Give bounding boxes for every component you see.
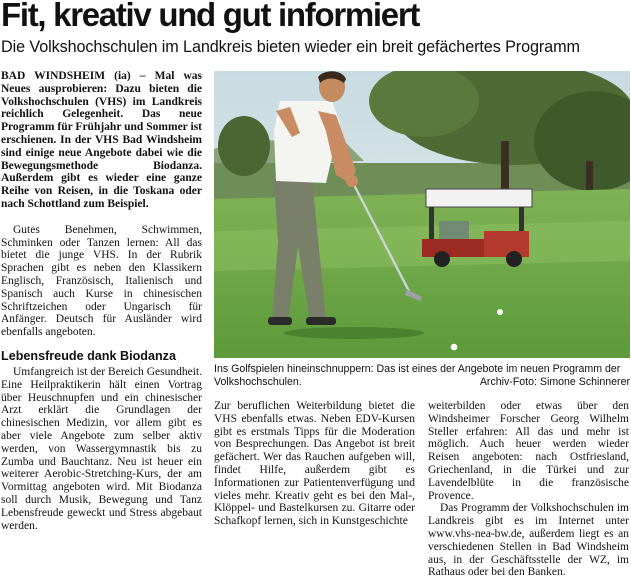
golf-scene-image [214, 71, 630, 358]
photo-credit: Archiv-Foto: Simone Schinnerer [479, 375, 630, 388]
section-heading: Lebensfreude dank Biodanza [1, 348, 176, 363]
paragraph-1 [1, 224, 202, 339]
paragraph-1-text: Gutes Benehmen, Schwimmen, Schminken oder Tanzen lernen: All das bietet die junge VHS. In der Rubrik Sprachen gibt es neben den Klassikern Englisch, Französisch, Italienisch und Spanisch auch Kurse in chinesischen Schriftzeichen oder Ungarisch für Anfänger. Deutsch für Ausländer wird ebenfalls angeboten. [1, 223, 202, 339]
lead-text: BAD WINDSHEIM (ia) – Mal was Neues ausprobieren: Dazu bieten die Volkshochschulen (VHS) im Landkreis reichlich Gelegenheit. Das neue Programm für Frühjahr und Sommer ist erschienen. In der VHS Bad Windsheim sind einige neue Angebote dabei wie die Bewegungsmethode Biodanza. Außerdem gibt es wieder eine ganze Reihe von Reisen, in die Toskana oder nach Schottland zum Beispiel. [1, 70, 202, 210]
paragraph-3-end [428, 400, 629, 502]
paragraph-4 [428, 502, 629, 579]
text-column-2 [214, 400, 415, 528]
photo-caption [214, 363, 630, 389]
paragraph-3-text-b: Zur beruflichen Weiterbildung bietet die VHS ebenfalls etwas. Neben EDV-Kursen gibt es erstmals Tipps für die Moderation von Besprechungen. Das Angebot ist breit gefächert. Wer das Rauchen aufgeben will, findet Hilfe, außerdem gibt es Informationen zur Patientenverfügung und vieles mehr. Kreativ geht es bei den Mal-, Klöppel- und Bastelkursen zu. Gitarre oder Schafkopf lernen, sich in Kunstgeschichte [214, 400, 415, 528]
paragraph-4-text: Das Programm der Volkshochschulen im Landkreis gibt es im Internet unter www.vhs-nea-bw.de, außerdem liegt es an verschiedenen Stellen in Bad Windsheim aus, in der Geschäftsstelle der WZ, im Rathaus oder bei den Banken. [428, 502, 629, 579]
caption-text: Ins Golfspielen hineinschnuppern: Das ist eines der Angebote im neuen Programm der [214, 363, 621, 375]
paragraph-2 [1, 366, 202, 532]
text-column-3 [428, 400, 629, 579]
subheadline: Die Volkshochschulen im Landkreis bieten wieder ein breit gefächertes Programm [1, 38, 580, 56]
paragraph-3-continued [214, 400, 415, 528]
paragraph-2-text: Umfangreich ist der Bereich Gesundheit. Eine Heilpraktikerin hält einen Vortrag über Heuschnupfen und ein chinesischer Arzt erklärt die Grundlagen der chinesischen Medizin, vor allem gibt es aber viele Angebote zum selber aktiv werden, von Wassergymnastik bis zu Zumba und Bauchtanz. Neu ist heuer ein weiterer Aerobic-Stretching-Kurs, der am Vormittag angeboten wird. Mit Biodanza soll durch Musik, Bewegung und Tanz Lebensfreude geweckt und Stress abgebaut werden. [1, 365, 202, 532]
caption-text-continued: Volkshochschulen. [214, 375, 302, 388]
paragraph-3-text-c: weiterbilden oder etwas über den Windsheimer Forscher Georg Wilhelm Steller erfahren: All das und mehr ist möglich. Auch heuer werden wieder Reisen angeboten: nach Ostfriesland, Griechenland, in die Türkei und zur Lavendelblüte in die französische Provence. [428, 400, 629, 502]
text-column-1 [1, 70, 202, 532]
golf-photo [214, 71, 630, 358]
headline: Fit, kreativ und gut informiert [1, 0, 420, 33]
lead-paragraph [1, 70, 202, 211]
